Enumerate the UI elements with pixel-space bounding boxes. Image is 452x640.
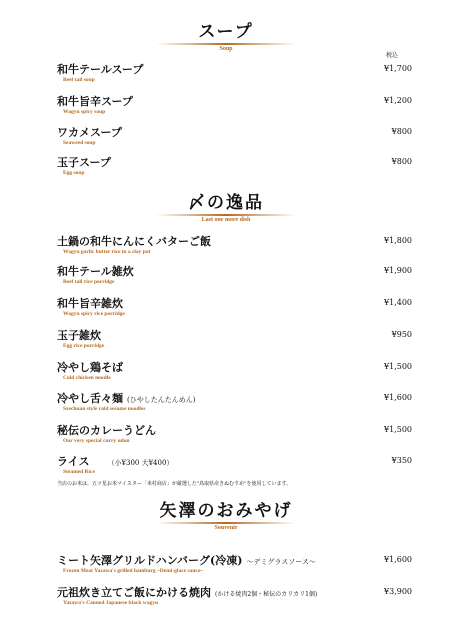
item-price: ¥1,800 xyxy=(384,236,412,245)
item-price: ¥800 xyxy=(391,157,412,166)
item-english-name: Steamed Rice xyxy=(63,469,95,475)
item-name: 秘伝のカレーうどん xyxy=(57,424,156,437)
item-english-name: Seaweed soup xyxy=(63,140,96,146)
item-english-name: Wagyu spicy rice porridge xyxy=(63,311,125,317)
item-price: ¥350 xyxy=(391,456,412,465)
item-sauce-note: ～デミグラスソース～ xyxy=(246,558,316,566)
item-english-name: Egg soup xyxy=(63,170,85,176)
item-price: ¥1,200 xyxy=(384,96,412,105)
item-name: 玉子スープ xyxy=(57,156,111,169)
item-english-name: Cold chicken noodle xyxy=(63,375,111,381)
item-name: ワカメスープ xyxy=(57,126,122,139)
section-subtitle: Last one more dish xyxy=(201,217,251,223)
item-price: ¥1,700 xyxy=(384,64,412,73)
item-price: ¥1,600 xyxy=(384,555,412,564)
item-name-text: 冷やし舌々麺 xyxy=(57,392,123,405)
menu-item xyxy=(57,95,412,123)
item-price: ¥1,500 xyxy=(384,362,412,371)
section-title: 〆の逸品 xyxy=(188,193,264,213)
item-reading: (ひやしたんたんめん) xyxy=(127,396,196,404)
item-price: ¥3,900 xyxy=(384,587,412,596)
item-price: ¥1,400 xyxy=(384,298,412,307)
item-price: ¥800 xyxy=(391,127,412,136)
menu-item xyxy=(57,392,412,420)
item-name-text: ライス xyxy=(57,455,90,468)
menu-item xyxy=(57,424,412,452)
menu-item xyxy=(57,586,412,614)
item-english-name: Wagyu spicy soup xyxy=(63,109,106,115)
item-name: 和牛旨辛スープ xyxy=(57,95,133,108)
menu-item xyxy=(57,455,412,483)
menu-item xyxy=(57,156,412,184)
menu-item xyxy=(57,265,412,293)
item-english-name: Wagyu garlic butter rice in a clay pot xyxy=(63,249,151,255)
section-subtitle: Soup xyxy=(219,46,233,52)
section-header-souvenir xyxy=(0,501,452,532)
item-price: ¥950 xyxy=(391,330,412,339)
rice-footnote: 当店のお米は、五ツ星お米マイスター「米村商店」が厳選した"鳥取県産きぬむすめ"を使用しています。 xyxy=(57,481,292,487)
item-name xyxy=(57,392,195,407)
section-subtitle: Souvenir xyxy=(214,525,238,531)
item-name: 土鍋の和牛にんにくバターご飯 xyxy=(57,235,211,248)
item-size-prices: （小¥300 大¥400） xyxy=(107,459,174,467)
item-english-name: Our very special curry udon xyxy=(63,438,130,444)
tax-note: 税込 xyxy=(386,52,399,59)
item-price: ¥1,900 xyxy=(384,266,412,275)
item-english-name: Beef tail soup xyxy=(63,77,95,83)
item-name xyxy=(57,455,173,470)
item-english-name: Beef tail rice porridge xyxy=(63,279,115,285)
item-name: 和牛テール雑炊 xyxy=(57,265,134,278)
menu-item xyxy=(57,126,412,154)
item-name xyxy=(57,554,316,569)
item-price: ¥1,500 xyxy=(384,425,412,434)
section-header-soup xyxy=(0,22,452,53)
item-name: 玉子雑炊 xyxy=(57,329,101,342)
item-name: 和牛旨辛雑炊 xyxy=(57,297,123,310)
menu-item xyxy=(57,63,412,91)
section-title: 矢澤のおみやげ xyxy=(159,501,293,521)
section-title: スープ xyxy=(198,22,254,42)
menu-item xyxy=(57,361,412,389)
menu-item xyxy=(57,297,412,325)
item-contents-note: (かける焼肉2個・秘伝のカリカリ1個) xyxy=(215,591,318,598)
menu-item xyxy=(57,554,412,582)
item-name: 冷やし鶏そば xyxy=(57,361,123,374)
item-english-name: Frozen Meat Yazawa's grilled hamburg ~Demi-glace sauce~ xyxy=(63,568,204,574)
menu-item xyxy=(57,235,412,263)
item-english-name: Yazawa's Canned Japanese black wagyu xyxy=(63,600,159,606)
item-price: ¥1,600 xyxy=(384,393,412,402)
item-name: 和牛テールスープ xyxy=(57,63,144,76)
menu-item xyxy=(57,329,412,357)
section-header-last-dish xyxy=(0,193,452,224)
item-name-text: 元祖炊き立てご飯にかける焼肉 xyxy=(57,586,211,599)
item-english-name: Szechuan style cold sesame noodles xyxy=(63,406,146,412)
item-name-text: ミート矢澤グリルドハンバーグ(冷凍) xyxy=(57,554,243,567)
item-english-name: Egg rice porridge xyxy=(63,343,105,349)
